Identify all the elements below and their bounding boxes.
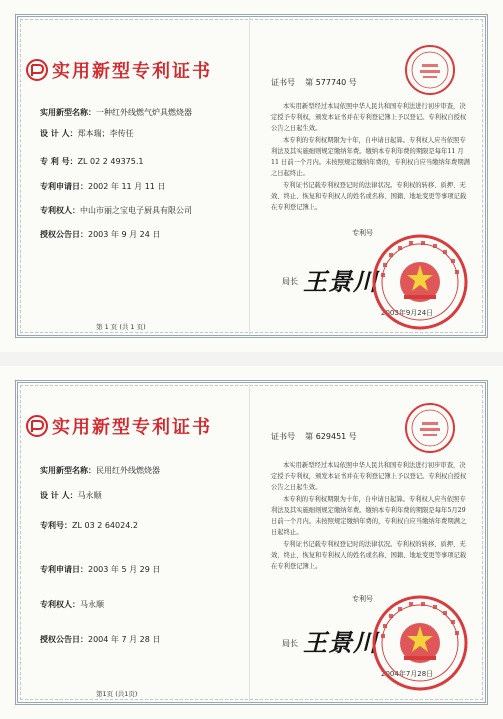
director-signature: 王景川: [303, 267, 378, 296]
field-value: 2003 年 9 月 24 日: [88, 230, 161, 239]
field-label: 实用新型名称：: [40, 108, 96, 117]
field-value: 2003 年 5 月 29 日: [88, 565, 161, 574]
small-seal-icon: [404, 44, 456, 96]
director-label: 局长: [282, 277, 298, 286]
field-value: ZL 02 2 49375.1: [77, 157, 144, 166]
field-value: 郑本瑞；李传任: [77, 129, 134, 138]
cert-value: 第 629451 号: [305, 432, 357, 441]
certificate-title: 实用新型专利证书: [52, 61, 212, 82]
inventor: [40, 128, 245, 139]
certificate-header: [26, 413, 246, 439]
field-value: ZL 03 2 64024.2: [72, 521, 138, 530]
patent-number: [40, 156, 245, 167]
field-value: 2002 年 11 月 11 日: [88, 182, 166, 191]
field-value: 一种红外线燃气炉具燃烧器: [96, 108, 192, 117]
patentee: [40, 205, 245, 216]
patentee: [40, 599, 245, 610]
certificate-2: [0, 366, 503, 719]
field-label: 专利权人：: [40, 600, 80, 609]
page-number: 第 1 页 (共 1 页): [96, 323, 146, 331]
utility-model-name: [40, 465, 245, 476]
certificate-title: 实用新型专利证书: [52, 417, 212, 438]
body-paragraph: 本专利的专利权期限为十年，自申请日起算。专利权人应当依照专利法及其实施细则规定缴纳年费。缴纳本专利年费的期限是每年5月29日前一个月内。未按照规定缴纳年费的，专利权自应当缴纳年费期满之日起终止。: [271, 496, 467, 536]
field-label: 实用新型名称：: [40, 466, 96, 475]
national-seal-icon: [371, 233, 469, 331]
cert-label: 证书号: [271, 78, 295, 87]
field-value: 民用红外线燃烧器: [96, 466, 160, 475]
field-label: 专利申请日：: [40, 565, 88, 574]
patent-office-logo-icon: [26, 59, 48, 81]
grant-date: [40, 634, 245, 645]
stamp-date: 2004年7月28日: [381, 670, 434, 678]
field-value: 中山市丽之宝电子厨具有限公司: [80, 206, 192, 215]
certificate-header: [26, 57, 246, 83]
field-label: 授权公告日：: [40, 635, 88, 644]
field-label: 专 利 号：: [40, 157, 78, 166]
page-number: 第1页 (共1页): [96, 690, 138, 698]
cert-value: 第 577740 号: [305, 78, 357, 87]
center-fold: [249, 384, 250, 701]
field-value: 马永顺: [77, 491, 102, 500]
field-label: 授权公告日：: [40, 230, 88, 239]
field-value: 马永顺: [80, 600, 104, 609]
patent-number-mark: 专利号: [352, 595, 373, 603]
application-date: [40, 181, 245, 192]
national-seal-icon: [371, 594, 469, 692]
certificate-body: [271, 460, 470, 573]
utility-model-name: [40, 107, 245, 118]
patent-number-mark: 专利号: [352, 229, 373, 237]
certificate-1: [0, 0, 503, 352]
director-signature: 王景川: [303, 628, 378, 657]
field-label: 专利号：: [40, 521, 72, 530]
stamp-date: 2003年9月24日: [381, 309, 434, 317]
patent-office-logo-icon: [26, 415, 48, 437]
body-paragraph: 专利证书记载专利权登记时的法律状况。专利权的转移、质押、无效、终止、恢复和专利权人的姓名或名称、国籍、地址变更等事项记载在专利登记簿上。: [271, 541, 467, 570]
body-paragraph: 本专利的专利权期限为十年，自申请日起算。专利权人应当依照专利法及其实施细则规定缴纳年费。缴纳本专利年费的期限是每年11 月 11 日前一个月内。未按照规定缴纳年费的，专利权自应当缴纳年费期满之日起终止。: [271, 137, 470, 177]
body-paragraph: 本实用新型经过本局依照中华人民共和国专利法进行初步审查，决定授予专利权，颁发本证书并在专利登记簿上予以登记。专利权自授权公告之日起生效。: [271, 462, 467, 491]
field-label: 设 计 人：: [40, 491, 78, 500]
body-paragraph: 本实用新型经过本局依照中华人民共和国专利法进行初步审查，决定授予专利权，颁发本证书并在专利登记簿上予以登记。专利权自授权公告之日起生效。: [271, 103, 467, 132]
certificate-number: [271, 77, 357, 88]
inventor: [40, 490, 245, 501]
application-date: [40, 564, 245, 575]
certificate-body: [271, 101, 470, 214]
field-label: 专利权人：: [40, 206, 80, 215]
small-seal-icon: [404, 402, 456, 454]
grant-date: [40, 229, 245, 240]
director-label: 局长: [282, 639, 298, 648]
field-label: 设 计 人：: [40, 129, 78, 138]
body-paragraph: 专利证书记载专利权登记时的法律状况。专利权的转移、质押、无效、终止、恢复和专利权人的姓名或名称、国籍、地址变更等事项记载在专利登记簿上。: [271, 182, 467, 211]
field-value: 2004 年 7 月 28 日: [88, 635, 161, 644]
cert-label: 证书号: [271, 432, 295, 441]
field-label: 专利申请日：: [40, 182, 88, 191]
certificate-number: [271, 431, 357, 442]
patent-number: [40, 520, 245, 531]
center-fold: [249, 18, 250, 334]
